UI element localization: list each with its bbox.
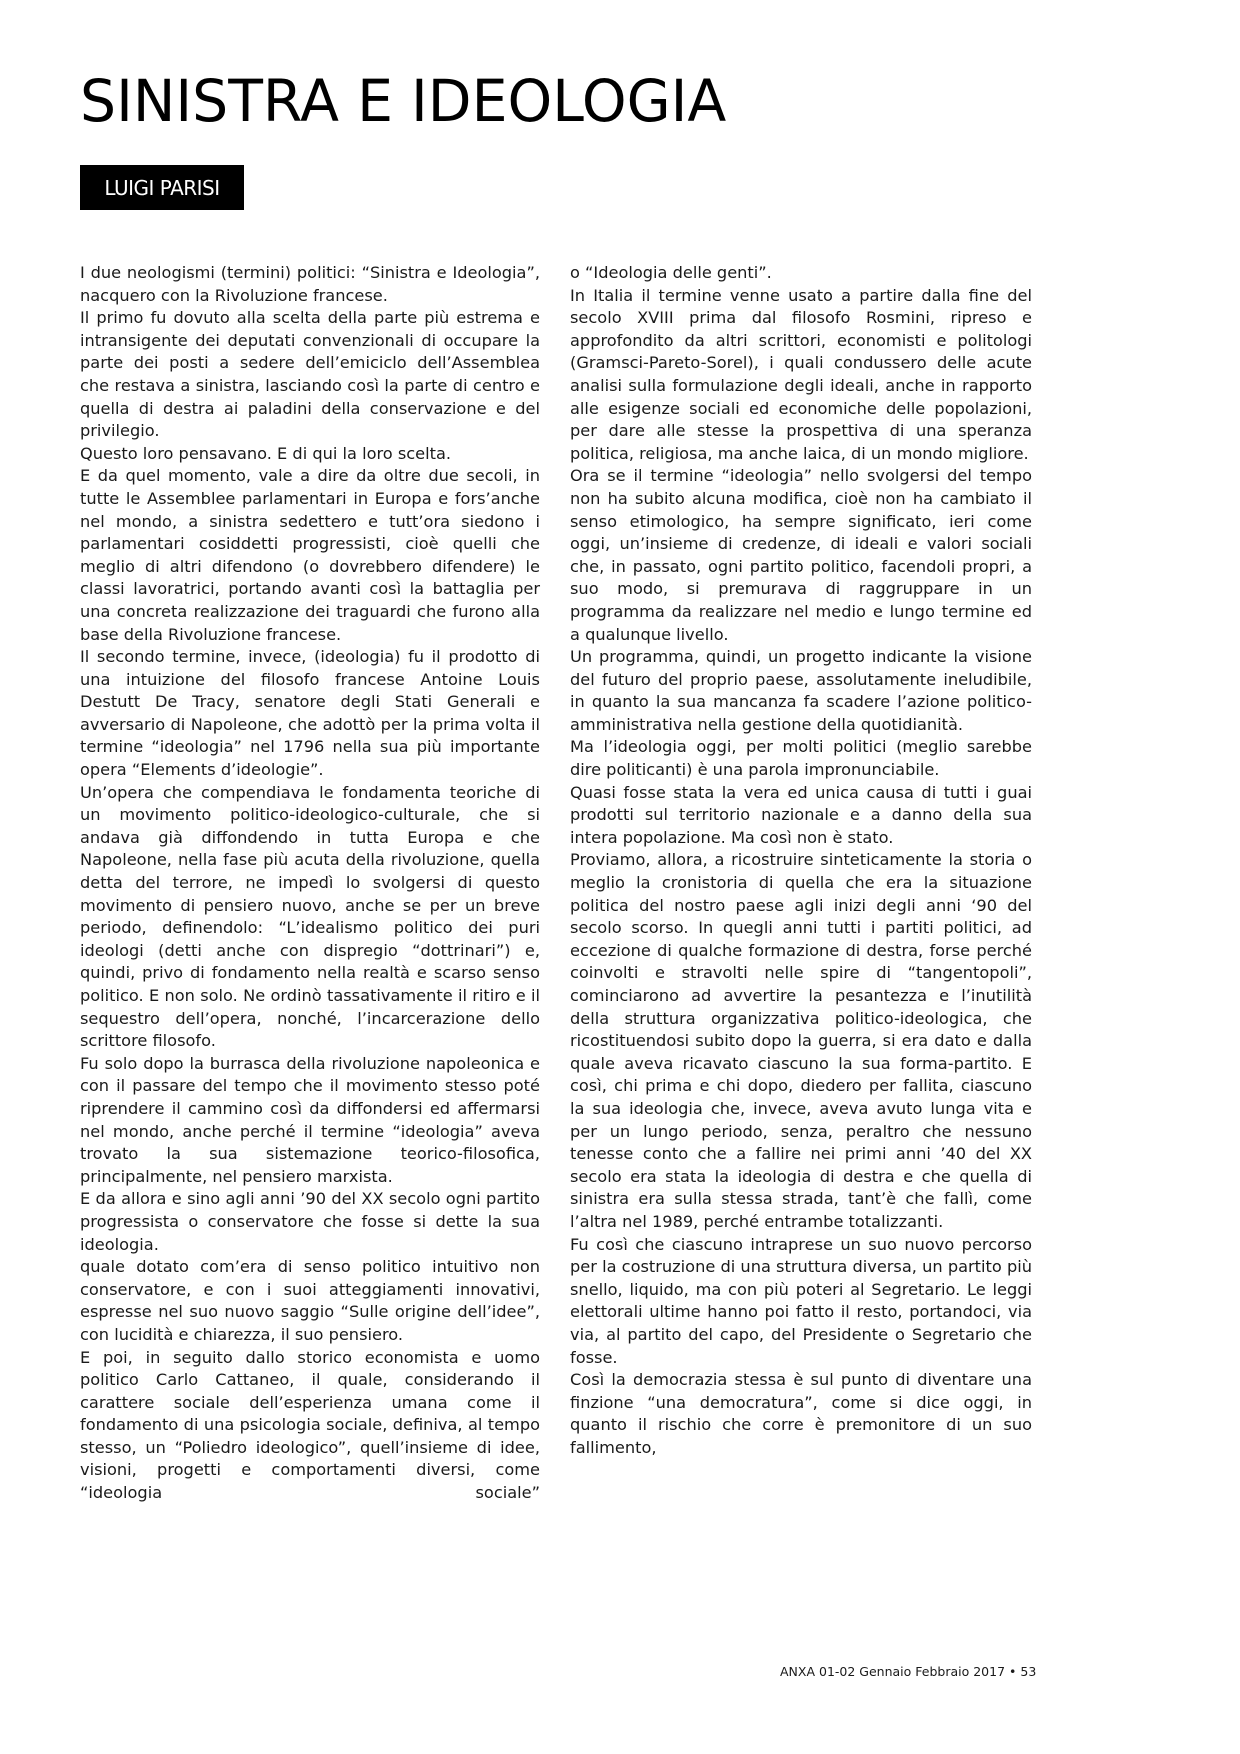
article-title: SINISTRA E IDEOLOGIA	[80, 67, 727, 135]
paragraph: Fu così che ciascuno intraprese un suo nuovo percorso per la costruzione di una struttura diversa, un partito più snello, liquido, ma con più poteri al Segretario. Le leggi elettorali ultime hanno poi fatto il resto, portandoci, via via, al partito del capo, del Presidente o Segretario che fosse.	[570, 1234, 1032, 1367]
publication-info: ANXA 01-02 Gennaio Febbraio 2017	[780, 1664, 1006, 1679]
paragraph: Il primo fu dovuto alla scelta della parte più estrema e intransigente dei deputati convenzionali di occupare la parte dei posti a sedere dell’emiciclo dell’Assemblea che restava a sinistra, lasciando così la parte di centro e quella di destra ai paladini della conservazione e del privilegio.	[80, 308, 540, 441]
paragraph: Ma l’ideologia oggi, per molti politici (meglio sarebbe dire politicanti) è una parola impronunciabile.	[570, 737, 1032, 780]
paragraph: I due neologismi (termini) politici: “Sinistra e Ideologia”, nacquero con la Rivoluzione francese.	[80, 263, 540, 305]
paragraph: E poi, in seguito dallo storico economista e uomo politico Carlo Cattaneo, il quale, considerando il carattere sociale dell’esperienza umana come il fondamento di una psicologia sociale, definiva, al tempo stesso, un “Poliedro ideologico”, quell’insieme di idee, visioni, progetti e comportamenti diversi, come “ideologia sociale”	[80, 1347, 540, 1503]
paragraph: Così la democrazia stessa è sul punto di diventare una finzione “una democratura”, come si dice oggi, in quanto il rischio che corre è premonitore di un suo fallimento,	[570, 1370, 1032, 1457]
paragraph: Proviamo, allora, a ricostruire sinteticamente la storia o meglio la cronistoria di quella che era la situazione politica del nostro paese agli inizi degli anni ‘90 del secolo scorso. In quegli anni tutti i partiti politici, ad eccezione di qualche formazione di destra, forse perché coinvolti e stravolti nelle spire di “tangentopoli”, cominciarono ad avvertire la pesantezza e l’inutilità della struttura organizzativa politico-ideologica, che ricostituendosi subito dopo la guerra, si era dato e dalla quale aveva ricavato ciascuno la sua forma-partito. E così, chi prima e chi dopo, diedero per fallita, ciascuno la sua ideologia che, invece, aveva avuto lunga vita e per un lungo periodo, senza, peraltro che nessuno tenesse conto che a fallire nei primi anni ’40 del XX secolo era stata la ideologia di destra e che quella di sinistra era sulla stessa strada, tant’è che fallì, come l’altra nel 1989, perché entrambe totalizzanti.	[570, 850, 1032, 1231]
paragraph: Questo loro pensavano. E di qui la loro scelta.	[80, 443, 452, 463]
page-footer	[780, 1664, 1037, 1679]
paragraph: o “Ideologia delle genti”.	[570, 263, 772, 282]
paragraph: Un’opera che compendiava le fondamenta teoriche di un movimento politico-ideologico-culturale, che si andava già diffondendo in tutta Europa e che Napoleone, nella fase più acuta della rivoluzione, quella detta del terrore, ne impedì lo svolgersi di questo movimento di pensiero nuovo, anche se per un breve periodo, definendolo: “L’idealismo politico dei puri ideologi (detti anche con dispregio “dottrinari”) e, quindi, privo di fondamento nella realtà e scarso senso politico. E non solo. Ne ordinò tassativamente il ritiro e il sequestro dell’opera, nonché, l’incarcerazione dello scrittore filosofo.	[80, 782, 540, 1051]
paragraph: quale dotato com’era di senso politico intuitivo non conservatore, e con i suoi atteggiamenti innovativi, espresse nel suo nuovo saggio “Sulle origine dell’idee”, con lucidità e chiarezza, il suo pensiero.	[80, 1257, 540, 1344]
page-number: 53	[1020, 1664, 1037, 1679]
left-column	[80, 262, 540, 1505]
paragraph: E da allora e sino agli anni ’90 del XX secolo ogni partito progressista o conservatore che fosse si dette la sua ideologia.	[80, 1189, 540, 1254]
paragraph: E da quel momento, vale a dire da oltre due secoli, in tutte le Assemblee parlamentari in Europa e fors’anche nel mondo, a sinistra sedettero e tutt’ora siedono i parlamentari cosiddetti progressisti, cioè quelli che meglio di altri difendono (o dovrebbero difendere) le classi lavoratrici, portando avanti così la battaglia per una concreta realizzazione dei traguardi che furono alla base della Rivoluzione francese.	[80, 466, 540, 644]
author-badge	[80, 165, 244, 210]
paragraph: Quasi fosse stata la vera ed unica causa di tutti i guai prodotti sul territorio nazionale e a danno della sua intera popolazione. Ma così non è stato.	[570, 782, 1032, 847]
author-name: LUIGI PARISI	[104, 175, 220, 200]
paragraph: Ora se il termine “ideologia” nello svolgersi del tempo non ha subito alcuna modifica, cioè non ha cambiato il senso etimologico, ha sempre significato, ieri come oggi, un’insieme di credenze, di ideali e valori sociali che, in passato, ogni partito politico, facendoli propri, a suo modo, si premurava di raggruppare in un programma da realizzare nel medio e lungo termine ed a qualunque livello.	[570, 466, 1032, 644]
paragraph: Fu solo dopo la burrasca della rivoluzione napoleonica e con il passare del tempo che il movimento stesso poté riprendere il cammino così da diffondersi ed affermarsi nel mondo, anche perché il termine “ideologia” aveva trovato la sua sistemazione teorico-filosofica, principalmente, nel pensiero marxista.	[80, 1053, 540, 1186]
paragraph: Il secondo termine, invece, (ideologia) fu il prodotto di una intuizione del filosofo francese Antoine Louis Destutt De Tracy, senatore degli Stati Generali e avversario di Napoleone, che adottò per la prima volta il termine “ideologia” nel 1796 nella sua più importante opera “Elements d’ideologie”.	[80, 647, 540, 780]
paragraph: Un programma, quindi, un progetto indicante la visione del futuro del proprio paese, assolutamente ineludibile, in quanto la sua mancanza fa scadere l’azione politico-amministrativa nella gestione della quotidianità.	[570, 647, 1032, 734]
footer-separator: •	[1009, 1664, 1017, 1679]
paragraph: In Italia il termine venne usato a partire dalla fine del secolo XVIII prima dal filosofo Rosmini, ripreso e approfondito da altri scrittori, economisti e politologi (Gramsci-Pareto-Sorel), i quali condussero delle acute analisi sulla formulazione degli ideali, anche in rapporto alle esigenze sociali ed economiche delle popolazioni, per dare alle stesse la prospettiva di una speranza politica, religiosa, ma anche laica, di un mondo migliore.	[570, 285, 1032, 463]
right-column	[570, 262, 1032, 1459]
